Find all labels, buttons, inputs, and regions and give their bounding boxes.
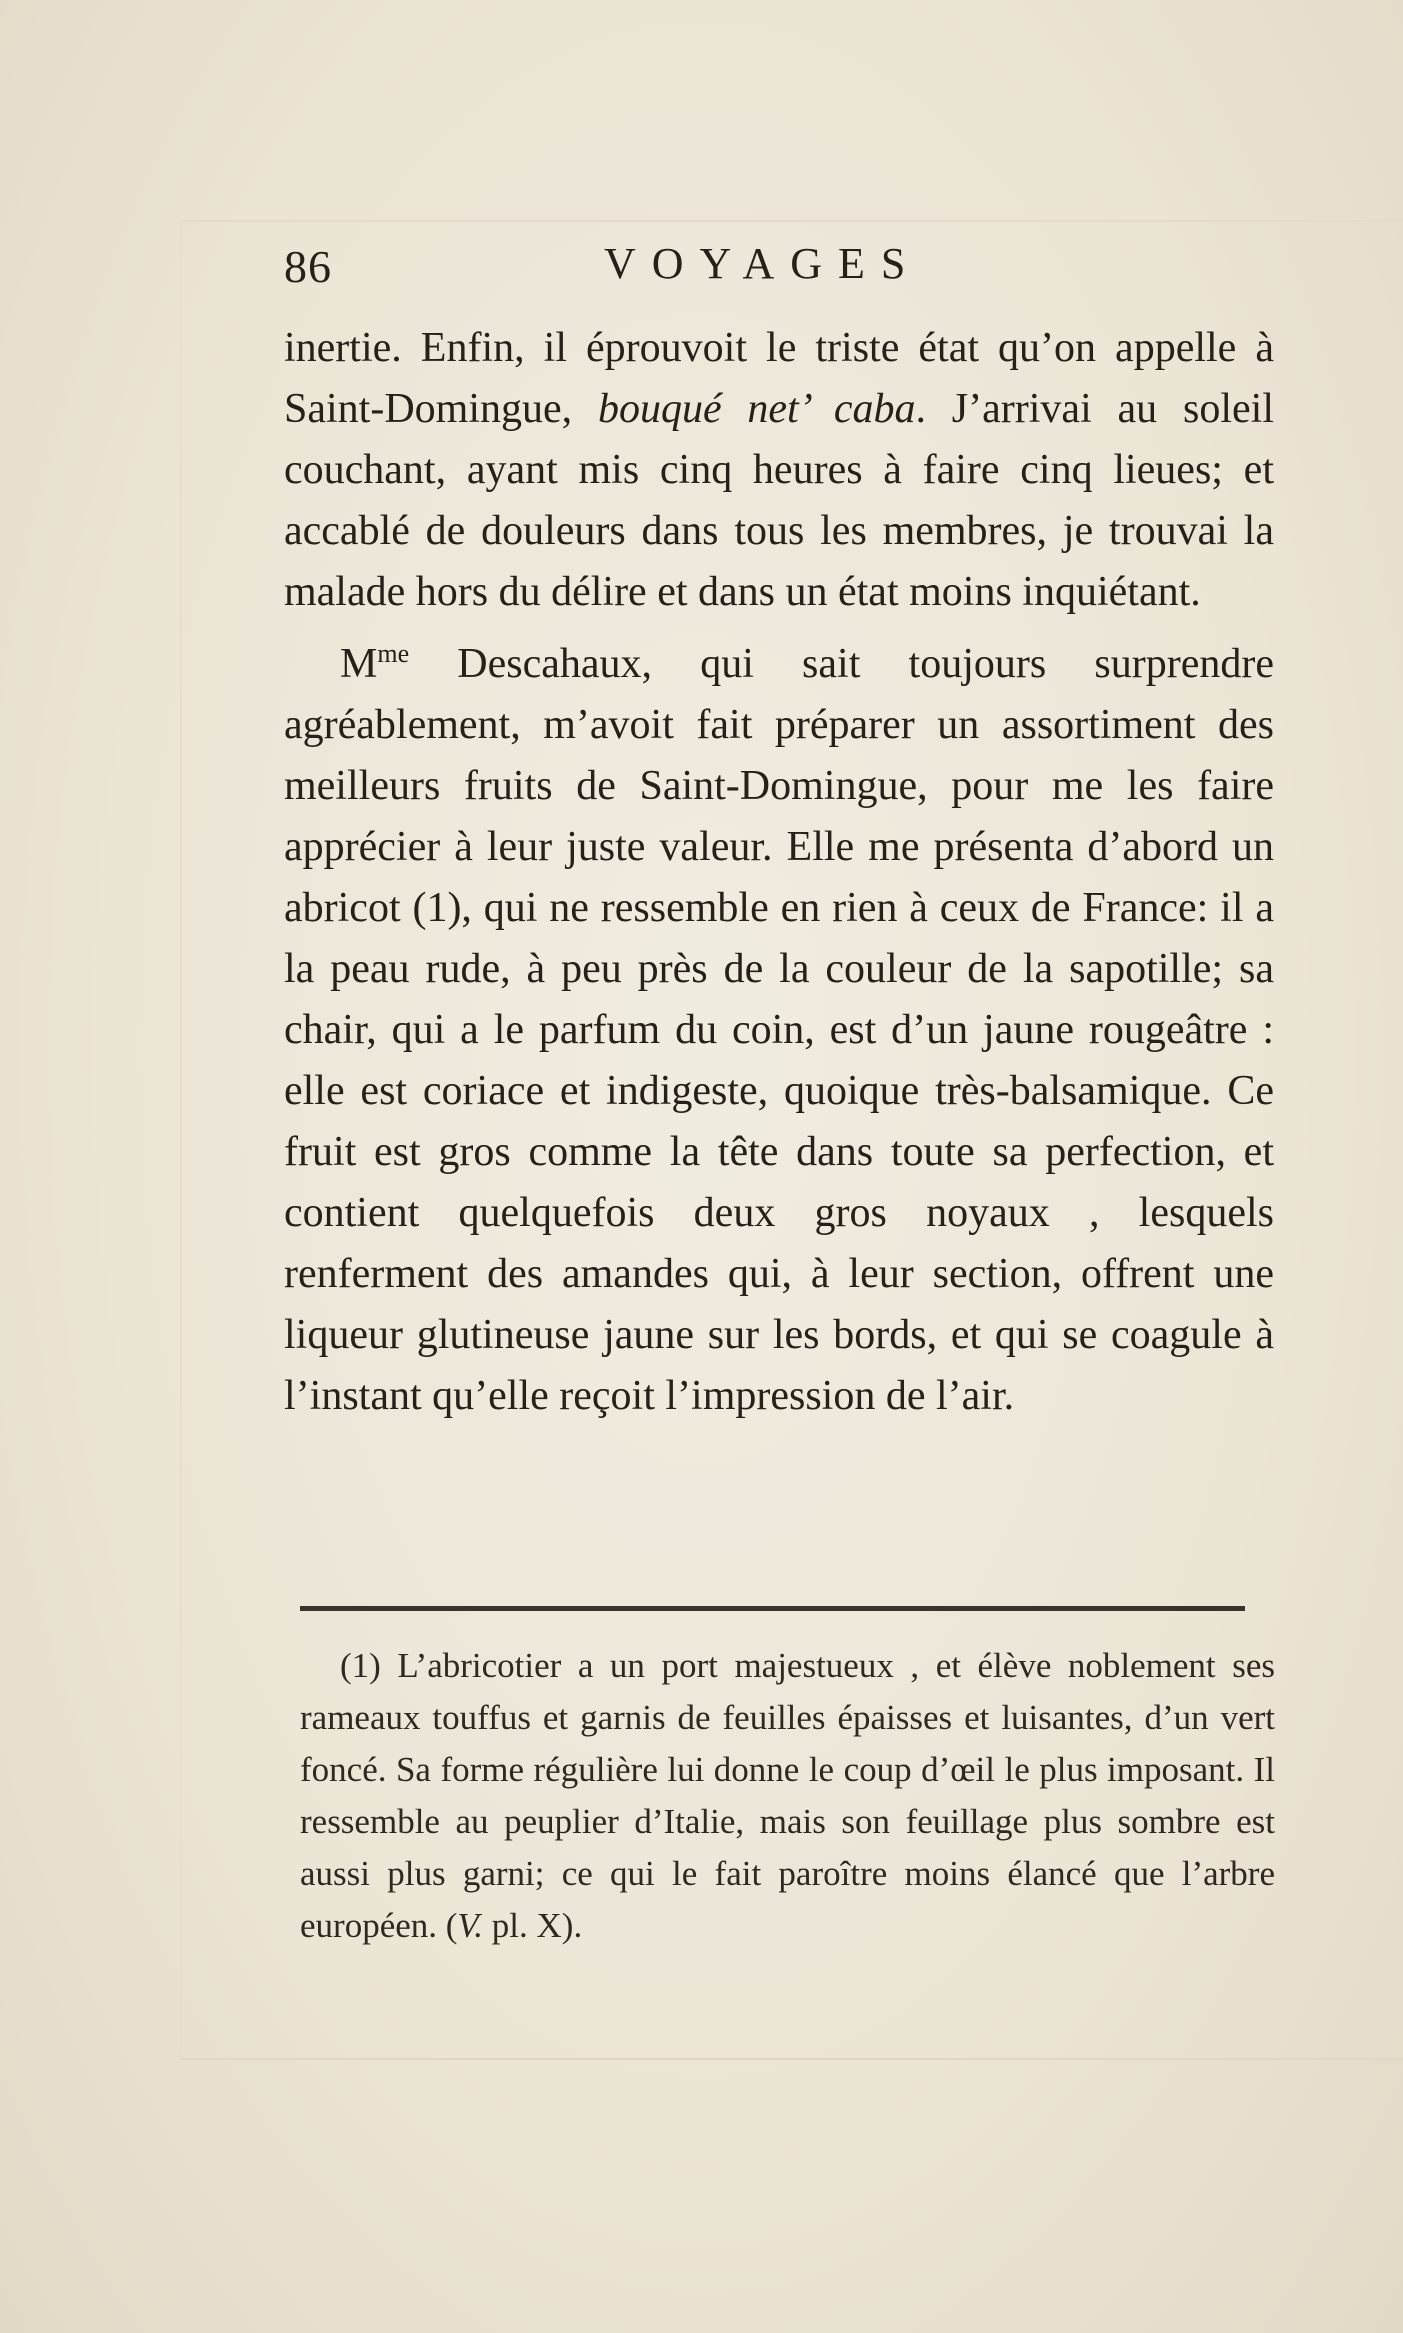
title-abbreviation: M bbox=[340, 641, 378, 687]
footnote bbox=[300, 1640, 1275, 1952]
paragraph-1-text-continued: . J’arrivai au soleil couchant, ayant mis cinq heures à faire cinq lieues; et accablé de douleurs dans tous les membres, je trouvai la malade hors du délire et dans un état moins inquiétant. bbox=[284, 386, 1274, 615]
page-number: 86 bbox=[284, 241, 332, 292]
paragraph-2-text: Descahaux, qui sait toujours surprendre agréablement, m’avoit fait préparer un assortiment des meilleurs fruits de Saint-Domingue, pour me les faire apprécier à leur juste valeur. Elle me présenta d’abord un abricot (1), qui ne ressemble en rien à ceux de France: il a la peau rude, à peu près de la couleur de la sapotille; sa chair, qui a le parfum du coin, est d’un jaune rougeâtre : elle est coriace et indigeste, quoique très-balsamique. Ce fruit est gros comme la tête dans toute sa perfection, et contient quelquefois deux gros noyaux , lesquels renferment des amandes qui, à leur section, offrent une liqueur glutineuse jaune sur les bords, et qui se coagule à l’instant qu’elle reçoit l’impression de l’air. bbox=[284, 641, 1274, 1419]
footnote-rule bbox=[300, 1606, 1245, 1611]
footnote-ref-rest: pl. X). bbox=[483, 1906, 583, 1945]
paragraph-2 bbox=[284, 623, 1274, 1427]
title-superscript: me bbox=[377, 639, 410, 668]
footnote-ref-italic: V. bbox=[457, 1906, 484, 1945]
paragraph-1 bbox=[284, 318, 1274, 623]
footnote-text: (1) L’abricotier a un port majestueux , et élève noblement ses rameaux touffus et garnis de feuilles épaisses et luisantes, d’un vert foncé. Sa forme régulière lui donne le coup d’œil le plus imposant. Il ressemble au peuplier d’Italie, mais son feuillage plus sombre est aussi plus garni; ce qui le fait paroître moins élancé que l’arbre européen. ( bbox=[300, 1646, 1275, 1945]
paragraph-1-text: inertie. Enfin, il éprouvoit le triste état qu’on appelle à Saint-Domingue, bbox=[284, 325, 1274, 432]
running-title: VOYAGES bbox=[604, 239, 922, 288]
body-text bbox=[284, 318, 1274, 1427]
page-header bbox=[284, 228, 1274, 318]
main-text-block bbox=[284, 228, 1274, 1427]
paragraph-1-italic-phrase: bouqué net’ caba bbox=[597, 386, 916, 432]
